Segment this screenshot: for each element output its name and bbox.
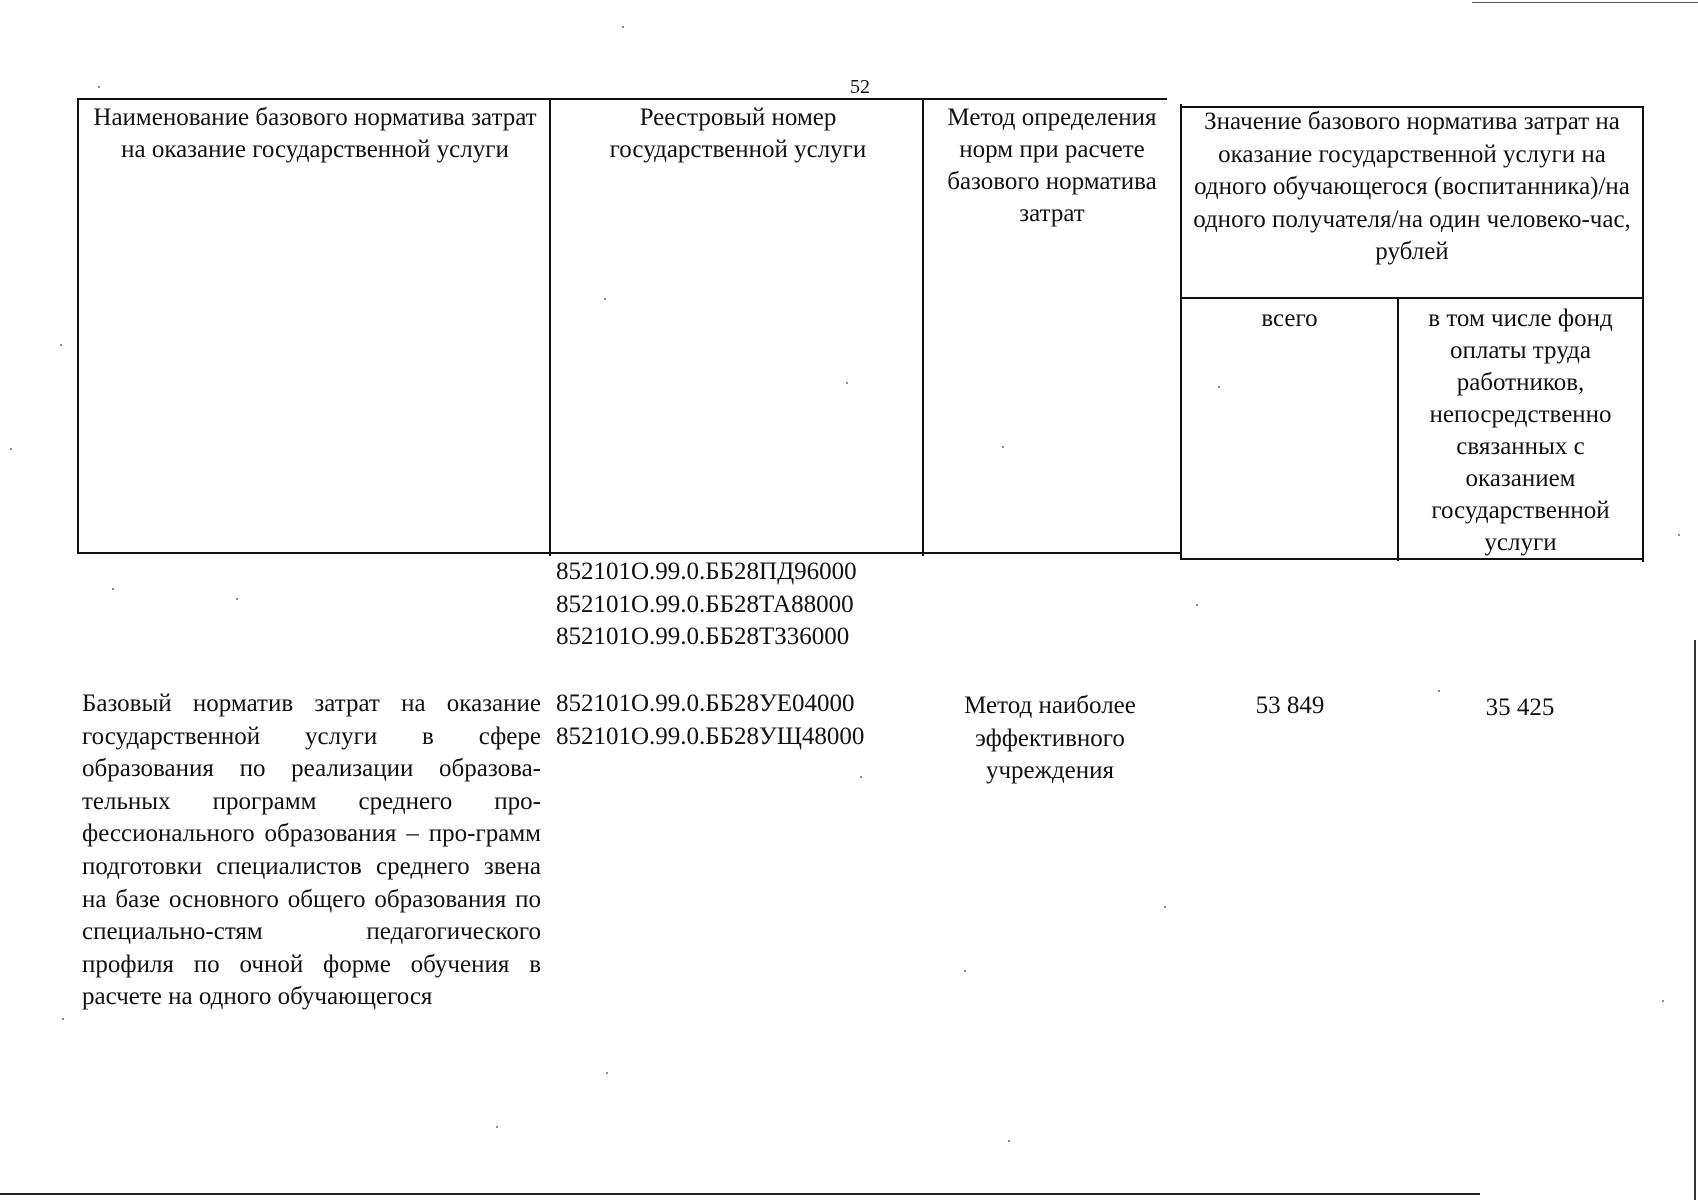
scan-speck <box>1218 386 1220 388</box>
scan-speck <box>236 598 238 600</box>
scan-bottom-rule <box>0 1193 1480 1195</box>
continued-registry-codes: 852101О.99.0.ББ28ПД96000 852101О.99.0.ББ28ТА88000 852101О.99.0.ББ28ТЗ36000 <box>556 558 857 650</box>
header-value-fund: в том числе фонд оплаты труда работников, непосредственно связанных с оказанием государственной услуги <box>1428 305 1613 556</box>
scan-right-edge <box>1694 640 1696 1200</box>
header-right-border <box>1642 106 1644 562</box>
scan-speck <box>10 448 12 450</box>
scan-speck <box>62 1018 64 1020</box>
scan-top-rule <box>1472 2 1698 3</box>
row-method-cell: Метод наиболее эффективного учреждения <box>964 692 1136 784</box>
page-number: 52 <box>850 76 870 98</box>
scan-speck <box>98 86 100 88</box>
scan-speck <box>1438 690 1440 692</box>
scan-speck <box>1002 446 1004 448</box>
row-fund-value: 35 425 <box>1485 694 1555 721</box>
scan-speck <box>60 344 62 346</box>
scan-speck <box>860 776 862 778</box>
scan-speck <box>622 26 624 28</box>
scan-speck <box>964 970 966 972</box>
row-name-cell: Базовый норматив затрат на оказание государственной услуги в сфере образования по реализации образова-тельных программ среднего про-фессионального образования – про-грамм подготовки специалистов среднего звена на базе основного общего образования по специально-стям педагогического профиля по очной форме обучения в расчете на одного обучающегося <box>82 690 541 1011</box>
scan-speck <box>496 1126 498 1128</box>
header-registry: Реестровый номер государственной услуги <box>609 104 867 163</box>
header-name: Наименование базового норматива затрат на оказание государственной услуги <box>93 104 537 163</box>
header-value-group: Значение базового норматива затрат на оказание государственной услуги на одного обучающегося (воспитанника)/на одного получателя/на один человеко-час, рублей <box>1193 108 1631 265</box>
row-registry-codes: 852101О.99.0.ББ28УЕ04000 852101О.99.0.ББ28УЩ48000 <box>556 690 865 750</box>
scan-speck <box>1008 1140 1010 1142</box>
header-divider-1 <box>549 98 551 556</box>
row-total-value: 53 849 <box>1255 692 1325 719</box>
header-left-border <box>77 98 79 554</box>
table-header <box>77 98 1644 556</box>
header-method: Метод определения норм при расчете базового норматива затрат <box>947 104 1157 227</box>
header-bottom-border-left <box>77 552 1181 554</box>
scan-speck <box>1196 604 1198 606</box>
header-value-total: всего <box>1261 305 1318 332</box>
scan-speck <box>112 588 114 590</box>
scan-speck <box>1662 1000 1664 1002</box>
scan-speck <box>1678 534 1680 536</box>
scan-speck <box>606 1072 608 1074</box>
scan-speck <box>604 298 606 300</box>
scan-speck <box>1164 906 1166 908</box>
scan-speck <box>846 382 848 384</box>
